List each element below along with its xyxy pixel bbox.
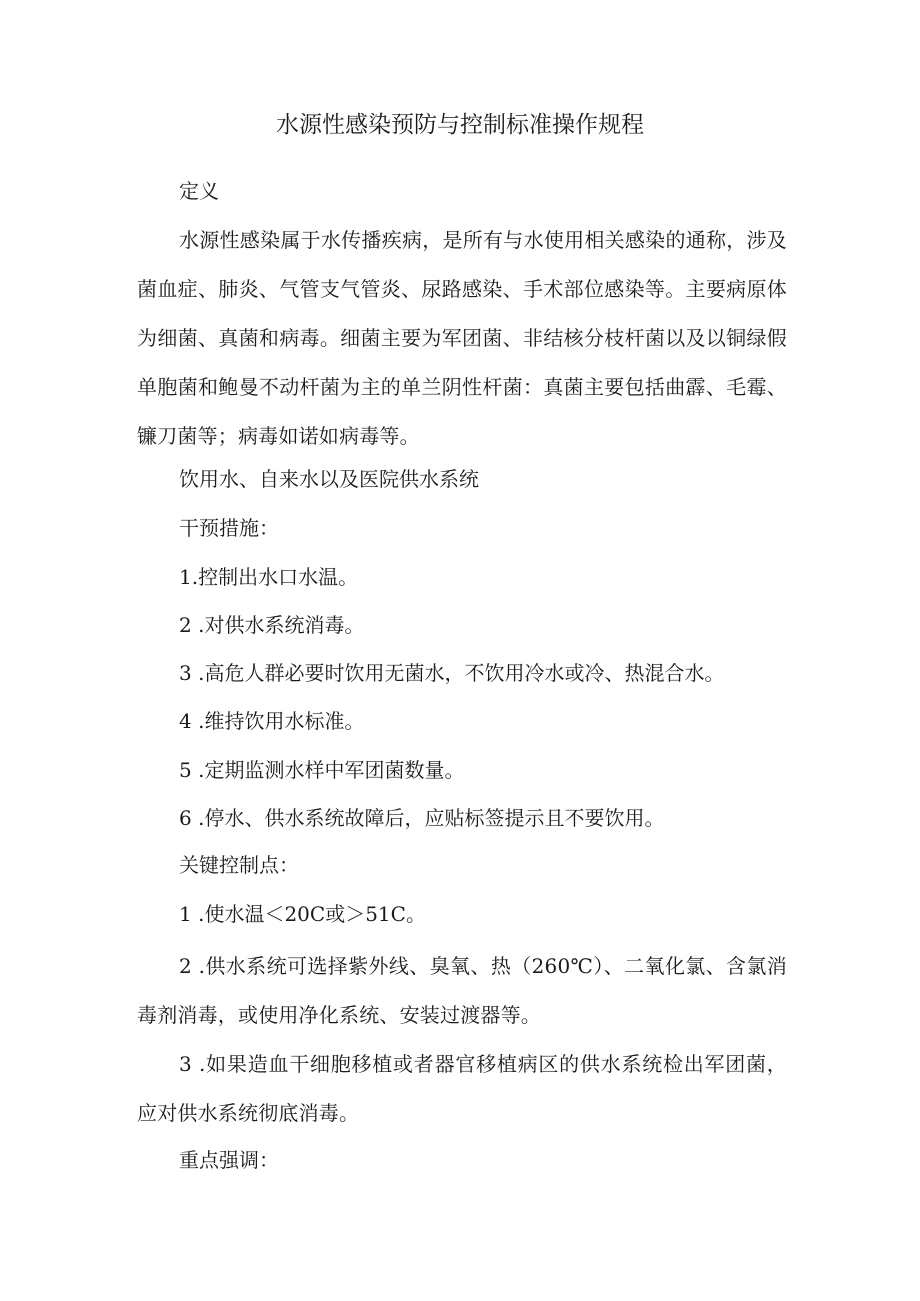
control-points-heading: 关键控制点： [179,853,299,877]
intervention-heading: 干预措施： [179,516,279,540]
control-point-paragraph: 3 .如果造血干细胞移植或者器官移植病区的供水系统检出军团菌，应对供水系统彻底消毒。 [137,1052,787,1125]
control-point-paragraph: 2 .供水系统可选择紫外线、臭氧、热（260℃）、二氧化氯、含氯消毒剂消毒，或使用净化系统、安装过渡器等。 [137,954,787,1027]
intervention-item: 2 .对供水系统消毒。 [179,613,365,637]
emphasis-heading: 重点强调： [179,1148,279,1172]
intervention-item: 1.控制出水口水温。 [179,565,359,589]
water-system-heading: 饮用水、自来水以及医院供水系统 [179,467,479,491]
intervention-item: 3 .高危人群必要时饮用无菌水，不饮用冷水或冷、热混合水。 [179,661,725,685]
control-point-item: 1 .使水温＜20C或＞51C。 [179,902,426,926]
intervention-item: 4 .维持饮用水标准。 [179,709,365,733]
definition-heading: 定义 [179,179,219,203]
intervention-item: 6 .停水、供水系统故障后，应贴标签提示且不要饮用。 [179,806,665,830]
intervention-item: 5 .定期监测水样中军团菌数量。 [179,758,465,782]
document-title: 水源性感染预防与控制标准操作规程 [276,112,644,138]
definition-paragraph: 水源性感染属于水传播疾病，是所有与水使用相关感染的通称，涉及菌血症、肺炎、气管支气管炎、尿路感染、手术部位感染等。主要病原体为细菌、真菌和病毒。细菌主要为军团菌、非结核分枝杆菌以及以铜绿假单胞菌和鲍曼不动杆菌为主的单兰阴性杆菌：真菌主要包括曲霹、毛霉、镰刀菌等；病毒如诺如病毒等。 [137,228,787,448]
